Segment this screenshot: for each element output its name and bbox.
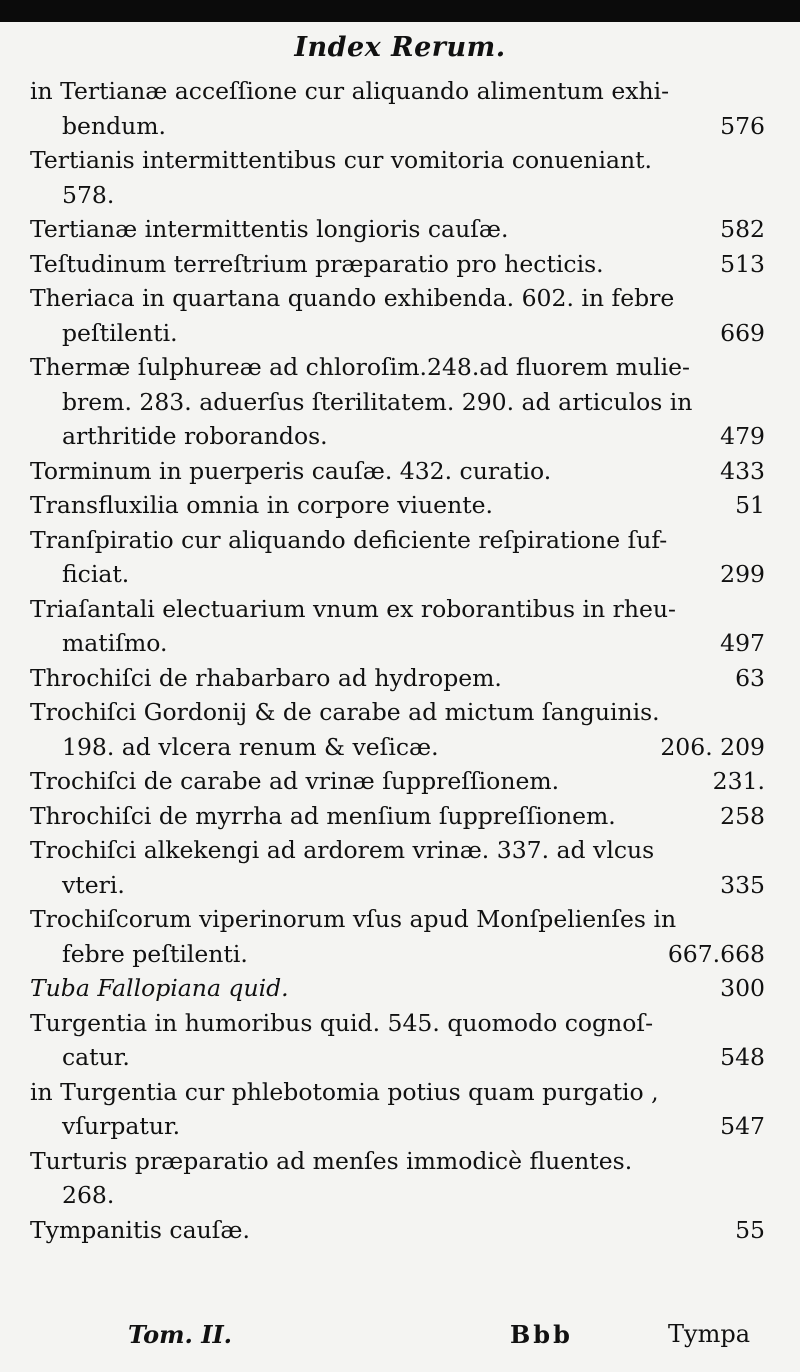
index-entry-continuation: [30, 626, 765, 661]
volume-label: Tom. II.: [128, 1320, 233, 1349]
entry-page-number: 51: [735, 491, 765, 519]
entry-text: Tertianis intermittentibus cur vomitoria conueniant.: [30, 146, 653, 174]
entry-page-number: 669: [720, 318, 765, 347]
index-entries-list: [30, 74, 765, 1247]
entry-text: matiſmo.: [62, 629, 168, 657]
entry-text: ficiat.: [62, 560, 130, 588]
entry-text: Trochiſci Gordonij & de carabe ad mictum ſanguinis.: [30, 698, 660, 726]
entry-text: Turturis præparatio ad menſes immodicè fluentes.: [30, 1146, 633, 1175]
entry-text: Trochiſcorum viperinorum vſus apud Monſpelienſes in: [30, 905, 677, 933]
index-entry: [30, 143, 765, 178]
entry-text: Teſtudinum terreſtrium præparatio pro hecticis.: [30, 249, 604, 278]
index-entry-continuation: [30, 419, 765, 454]
entry-page-number: 582: [720, 215, 765, 243]
index-entry: [30, 661, 765, 696]
catchword: Tympa: [668, 1320, 750, 1348]
entry-text: in Turgentia cur phlebotomia potius quam purgatio ,: [30, 1077, 659, 1106]
entry-page-number: 335: [720, 870, 765, 899]
index-entry: [30, 1213, 765, 1248]
entry-text: febre peſtilenti.: [62, 939, 248, 968]
index-entry: [30, 488, 765, 523]
entry-text: 268.: [62, 1181, 115, 1209]
entry-page-number: 497: [720, 629, 765, 657]
book-page: [0, 22, 800, 1372]
index-entry-continuation: [30, 868, 765, 903]
entry-text: Tertianæ intermittentis longioris cauſæ.: [30, 215, 509, 243]
index-entry: [30, 833, 765, 868]
index-entry-continuation: [30, 1178, 765, 1213]
entry-page-number: 258: [720, 801, 765, 830]
index-entry-continuation: [30, 557, 765, 592]
index-entry: [30, 454, 765, 489]
index-entry: [30, 799, 765, 834]
entry-text: Trochiſci de carabe ad vrinæ ſuppreſſionem.: [30, 767, 560, 795]
index-entry-continuation: [30, 178, 765, 213]
index-entry: [30, 592, 765, 627]
index-entry-continuation: [30, 385, 765, 420]
entry-text: 578.: [62, 180, 115, 209]
page-header-title: Index Rerum.: [294, 32, 506, 63]
entry-text: Throchiſci de rhabarbaro ad hydropem.: [30, 663, 502, 692]
entry-text: Transfluxilia omnia in corpore viuente.: [30, 491, 494, 519]
index-entry: [30, 971, 765, 1006]
index-entry: [30, 695, 765, 730]
entry-page-number: 548: [720, 1043, 765, 1071]
entry-text: peſtilenti.: [62, 318, 178, 347]
entry-text: vſurpatur.: [62, 1112, 181, 1140]
entry-text: Tranſpiratio cur aliquando deficiente reſpiratione ſuf-: [30, 525, 668, 554]
entry-text: Triaſantali electuarium vnum ex roborantibus in rheu-: [30, 594, 676, 623]
entry-text: Trochiſci alkekengi ad ardorem vrinæ. 337. ad vlcus: [30, 836, 655, 864]
entry-page-number: 433: [720, 456, 765, 485]
index-entry: [30, 523, 765, 558]
entry-text: brem. 283. aduerſus ſterilitatem. 290. ad articulos in: [62, 387, 693, 416]
entry-text: Theriaca in quartana quando exhibenda. 602. in febre: [30, 284, 675, 312]
entry-text: Throchiſci de myrrha ad menſium ſuppreſſionem.: [30, 801, 616, 830]
entry-text: catur.: [62, 1043, 130, 1071]
index-entry-continuation: [30, 937, 765, 972]
index-entry: [30, 902, 765, 937]
entry-text: bendum.: [62, 111, 167, 140]
entry-page-number: 513: [720, 249, 765, 278]
index-entry-continuation: [30, 316, 765, 351]
entry-text: vteri.: [62, 870, 125, 899]
entry-text: Torminum in puerperis cauſæ. 432. curatio.: [30, 456, 552, 485]
entry-text: in Tertianæ acceſſione cur aliquando alimentum exhi-: [30, 77, 670, 105]
entry-text: 198. ad vlcera renum & veſicæ.: [62, 732, 439, 761]
signature-mark: Bbb: [510, 1320, 573, 1349]
index-entry: [30, 1075, 765, 1110]
entry-text: Tuba Fallopiana quid.: [30, 974, 289, 1002]
entry-page-number: 299: [720, 560, 765, 588]
entry-page-number: 63: [735, 663, 765, 692]
entry-page-number: 576: [720, 111, 765, 140]
index-entry: [30, 212, 765, 247]
entry-text: Turgentia in humoribus quid. 545. quomodo cognoſ-: [30, 1008, 654, 1037]
index-entry: [30, 74, 765, 109]
index-entry: [30, 247, 765, 282]
entry-page-number: 300: [720, 974, 765, 1002]
entry-page-number: 231.: [712, 767, 765, 795]
entry-page-number: 547: [720, 1112, 765, 1140]
index-entry: [30, 764, 765, 799]
index-entry-continuation: [30, 1109, 765, 1144]
index-entry: [30, 1144, 765, 1179]
index-entry-continuation: [30, 109, 765, 144]
entry-page-number: 206. 209: [660, 732, 765, 761]
index-entry-continuation: [30, 1040, 765, 1075]
index-entry-continuation: [30, 730, 765, 765]
entry-page-number: 667.668: [667, 939, 765, 968]
scan-top-border: [0, 0, 800, 22]
page-footer: [0, 1320, 800, 1356]
index-entry: [30, 350, 765, 385]
entry-page-number: 55: [735, 1215, 765, 1244]
entry-text: Tympanitis cauſæ.: [30, 1215, 250, 1244]
entry-text: Thermæ ſulphureæ ad chloroſim.248.ad fluorem mulie-: [30, 353, 690, 381]
entry-text: arthritide roborandos.: [62, 422, 328, 450]
index-entry: [30, 1006, 765, 1041]
entry-page-number: 479: [720, 422, 765, 450]
index-entry: [30, 281, 765, 316]
